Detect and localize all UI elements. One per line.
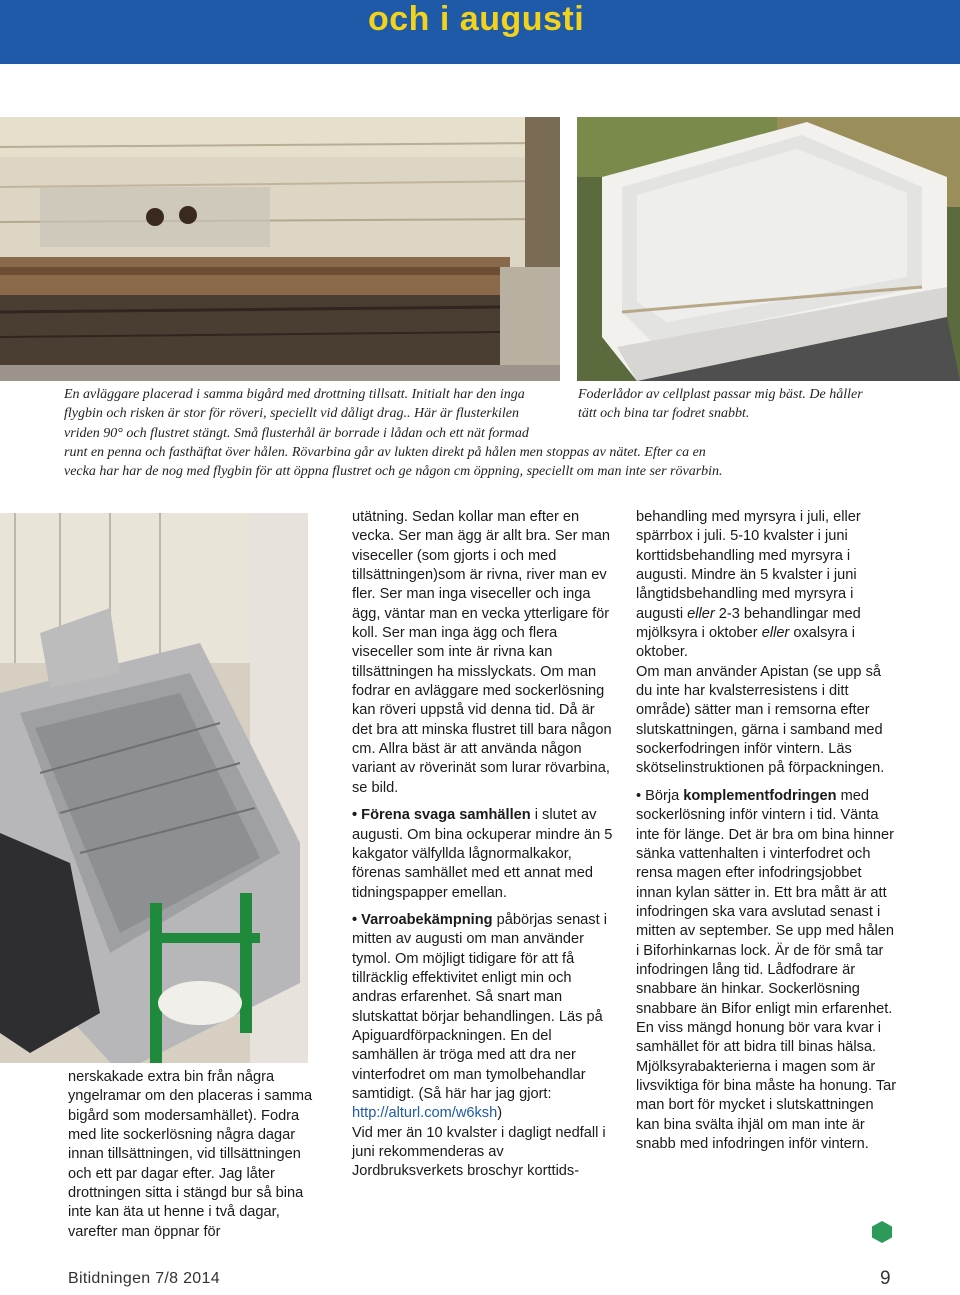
paragraph-text: påbörjas senast i mitten av augusti om man använder tymol. Om möjligt tidigare för att få tillräcklig effektivitet enligt min och andras erfarenhet. Så snart man slutskattat börjar behandlingen. Läs på Apiguardförpackningen. En del samhällen är tröga med att dra ner vinterfodret om man tymolbehandlar samtidigt. (Så här har jag gjort: (352, 911, 607, 1102)
paragraph-komplement (636, 787, 898, 1019)
paragraph-text: oxalsyra i oktober. (636, 625, 855, 661)
paragraph-text: 2-3 behandlingar med mjölksyra i oktober (636, 605, 861, 642)
paragraph-forena (352, 806, 614, 903)
paragraph: Om man använder Apistan (se upp så du inte har kvalsterresistens i ditt område) sätter man i remsorna efter slutskattningen, gärna i samband med sockerfodringen inför vintern. Läs skötselinstruktionen på förpackningen. (636, 663, 885, 777)
footer-publication: Bitidningen 7/8 2014 (68, 1270, 220, 1287)
paragraph: En viss mängd honung bör vara kvar i samhället för att bidra till binas hälsa. Mjölksyrabakterierna i magen som är livsviktiga för bina måste ha honung. Tar man bort för mycket i slutskattningen kan bina svälta ihjäl om man inte är snabb med infodringen inför vintern. (636, 1019, 897, 1152)
caption-line: vriden 90° och flustret stängt. Små flusterhål är borrade i lådan och ett nät formad (64, 426, 529, 441)
paragraph-text: behandling med myrsyra i juli, eller spärrbox i juli. 5-10 kvalster i juni korttidsbehandling med myrsyra i augusti. Mindre än 5 kvalster i juni långtidsbehandling med myrsyra i augusti (636, 509, 861, 622)
paragraph: Vid mer än 10 kvalster i dagligt nedfall i juni rekommenderas av Jordbruksverkets broschyr korttids- (352, 1124, 606, 1180)
hexagon-icon (871, 1220, 893, 1249)
paragraph: nerskakade extra bin från några yngelramar om den placeras i samma bigård som modersamhället). Fodra med lite sockerlösning några dagar innan tillsättningen, vid tillsättningen och ett par dagar efter. Jag låter drottningen sitta i stängd bur så bina inte kan äta ut henne i två dagar, varefter man öppnar för (68, 1069, 313, 1240)
photo-hive-robbing-screen (0, 117, 560, 381)
heading-komplement: komplementfodringen (683, 787, 837, 804)
link-alturl[interactable]: http://alturl.com/w6ksh (352, 1105, 498, 1122)
caption-line: flygbin och risken är stor för röveri, speciellt vid dåligt drag.. Här är flusterkilen (64, 406, 519, 421)
column-left (68, 1068, 313, 1242)
emphasis: eller (761, 625, 790, 642)
heading-forena: • Förena svaga samhällen (352, 807, 531, 824)
photo-feeder-box (577, 117, 960, 381)
heading-varroa: • Varroabekämpning (352, 911, 493, 928)
column-right (636, 508, 898, 1154)
column-middle (352, 508, 614, 1182)
emphasis: eller (687, 605, 715, 622)
caption-feeder-box: Foderlådor av cellplast passar mig bäst. De håller tätt och bina tar fodret snabbt. (578, 387, 863, 421)
caption-line: vecka har har de nog med flygbin för att öppna flustret och ge någon cm öppning, speciellt om man inte ser rövarbin. (64, 464, 723, 479)
photo-shaking-box (0, 513, 308, 1063)
paragraph-text: ) (497, 1105, 503, 1122)
paragraph: utätning. Sedan kollar man efter en vecka. Ser man ägg är allt bra. Ser man viseceller (som gjorts i och med tillsättningen)som är rivna, river man ev fler. Ser man inga viseceller och inga ägg, väntar man en vecka ytterligare för koll. Ser man inga ägg och flera viseceller som inte är rivna kan tillsättningen ha misslyckats. Om man fodrar en avläggare med sockerlösning kan röveri uppstå vid denna tid. Då är det bra att minska flustret till bara någon cm. Allra bäst är att använda någon variant av röverinät som lurar rövarbina, se bild. (352, 509, 612, 796)
paragraph-varroa-schedule (636, 508, 898, 663)
caption-line: En avläggare placerad i samma bigård med drottning tillsatt. Initialt har den inga (64, 387, 525, 402)
caption-line: runt en penna och fasthäftat över hålen. Rövarbina går av lukten direkt på hålen men stoppas av nätet. Efter ca en (64, 445, 706, 460)
paragraph-text: med sockerlösning inför vintern i tid. Vänta inte för länge. Det är bra om bina hinner sänka vattenhalten i vinterfodret och rensa magen efter infodringsjobbet innan kylan sätter in. Ett bra mått är att infodringen ska vara avslutad senast i mitten av september. Se upp med hålen i Biforhinkarnas lock. Är de för små tar infodringen lång tid. Lådfodrare är snabbare än hinkar. Sockerlösning snabbare än Bifor enligt min erfarenhet. (636, 787, 894, 1017)
paragraph-text: i slutet av augusti. Om bina ockuperar mindre än 5 kakgator välfyllda lågnormalkakor, förenas samhället med ett annat med tidningspapper emellan. (352, 807, 613, 901)
header-banner (0, 0, 960, 64)
page-title: och i augusti (368, 0, 585, 38)
paragraph-varroa (352, 911, 614, 1124)
paragraph-text: • Börja (636, 787, 684, 804)
page-number: 9 (880, 1268, 891, 1289)
